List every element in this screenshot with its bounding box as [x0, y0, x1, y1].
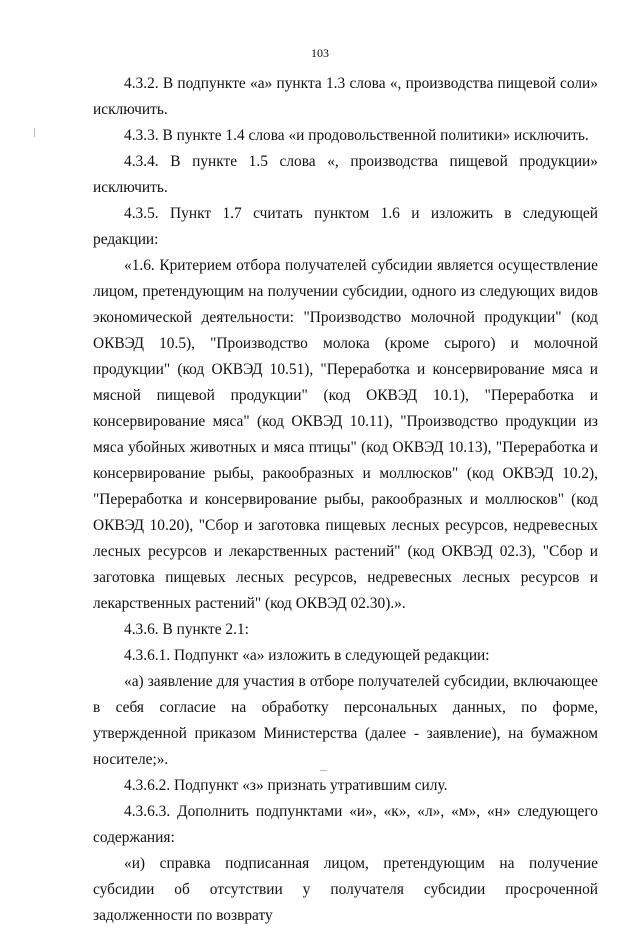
- paragraph-4-3-6-3: 4.3.6.3. Дополнить подпунктами «и», «к», «л», «м», «н» следующего содержания:: [93, 803, 598, 846]
- paragraph-4-3-5: 4.3.5. Пункт 1.7 считать пунктом 1.6 и изложить в следующей редакции:: [93, 205, 598, 248]
- paragraph-4-3-2: 4.3.2. В подпункте «а» пункта 1.3 слова «, производства пищевой соли» исключить.: [93, 75, 598, 118]
- document-body: [93, 71, 598, 929]
- paragraph-1-6-quote: «1.6. Критерием отбора получателей субсидии является осуществление лицом, претендующим на получении субсидии, одного из следующих видов экономической деятельности: "Производство молочной продукции" (код ОКВЭД 10.5), "Производство молока (кроме сырого) и молочной продукции" (код ОКВЭД 10.51), "Переработка и консервирование мяса и мясной пищевой продукции" (код ОКВЭД 10.1), "Переработка и консервирование мяса" (код ОКВЭД 10.11), "Производство продукции из мяса убойных животных и мяса птицы" (код ОКВЭД 10.13), "Переработка и консервирование рыбы, ракообразных и моллюсков" (код ОКВЭД 10.2), "Переработка и консервирование рыбы, ракообразных и моллюсков" (код ОКВЭД 10.20), "Сбор и заготовка пищевых лесных ресурсов, недревесных лесных ресурсов и лекарственных растений" (код ОКВЭД 02.3), "Сбор и заготовка пищевых лесных ресурсов, недревесных лесных ресурсов и лекарственных растений" (код ОКВЭД 02.30).».: [93, 257, 598, 612]
- paragraph-4-3-4: 4.3.4. В пункте 1.5 слова «, производства пищевой продукции» исключить.: [93, 153, 598, 196]
- paragraph-4-3-6-1: 4.3.6.1. Подпункт «а» изложить в следующей редакции:: [124, 647, 490, 664]
- page-number: 103: [311, 46, 329, 60]
- paragraph-4-3-6-2: 4.3.6.2. Подпункт «з» признать утратившим силу.: [124, 777, 448, 794]
- scan-mark: [34, 128, 35, 137]
- paragraph-subitem-a: «а) заявление для участия в отборе получателей субсидии, включающее в себя согласие на обработку персональных данных, по форме, утвержденной приказом Министерства (далее - заявление), на бумажном носителе;».: [93, 673, 598, 768]
- paragraph-4-3-3: 4.3.3. В пункте 1.4 слова «и продовольственной политики» исключить.: [124, 127, 589, 144]
- paragraph-subitem-i: «и) справка подписанная лицом, претендующим на получение субсидии об отсутствии у получателя субсидии просроченной задолженности по возврату: [93, 855, 598, 924]
- paragraph-4-3-6: 4.3.6. В пункте 2.1:: [124, 621, 249, 638]
